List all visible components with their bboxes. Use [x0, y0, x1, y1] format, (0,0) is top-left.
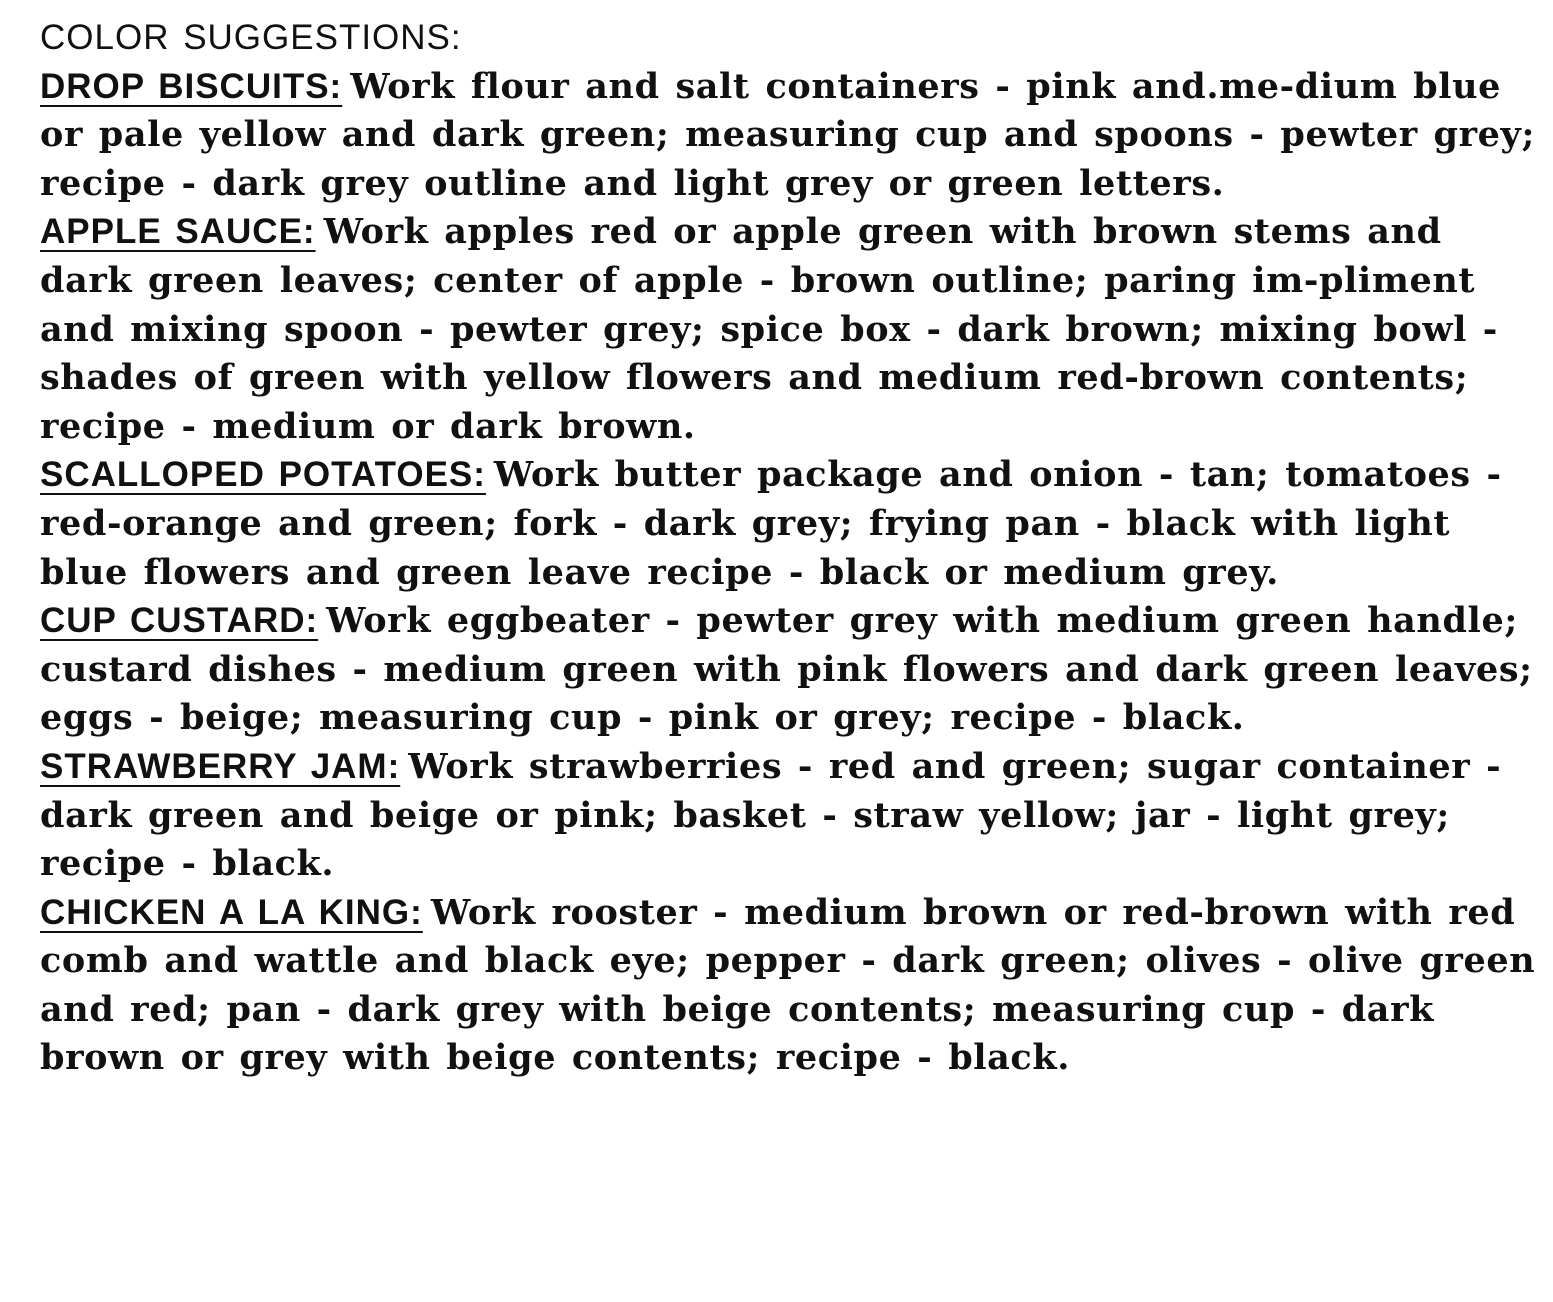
entry-text: Work eggbeater - pewter grey with medium green handle; custard dishes - medium green with pink flowers and dark green leaves; eggs - beige; measuring cup - pink or grey; recipe - black.	[40, 600, 1533, 739]
entry-strawberry-jam	[40, 743, 1540, 889]
entry-title: CHICKEN A LA KING:	[40, 892, 423, 932]
entry-text: Work flour and salt containers - pink and.me-dium blue or pale yellow and dark green; measuring cup and spoons - pewter grey; recipe - dark grey outline and light grey or green letters.	[40, 65, 1535, 204]
entry-text: Work rooster - medium brown or red-brown with red comb and wattle and black eye; pepper - dark green; olives - olive green and red; pan - dark grey with beige contents; measuring cup - dark brown or grey with beige contents; recipe - black.	[40, 891, 1536, 1079]
entry-title: APPLE SAUCE:	[40, 212, 316, 252]
entry-text: Work strawberries - red and green; sugar container - dark green and beige or pink; basket - straw yellow; jar - light grey; recipe - black.	[40, 745, 1502, 885]
entry-cup-custard	[40, 597, 1540, 743]
entry-chicken-a-la-king	[40, 889, 1540, 1083]
entry-scalloped-potatoes	[40, 451, 1540, 597]
entry-text: Work apples red or apple green with brown stems and dark green leaves; center of apple - brown outline; paring im-pliment and mixing spoon - pewter grey; spice box - dark brown; mixing bowl - shades of green with yellow flowers and medium red-brown contents; recipe - medium or dark brown.	[40, 211, 1498, 447]
entry-apple-sauce	[40, 208, 1540, 451]
entry-title: STRAWBERRY JAM:	[40, 746, 401, 786]
entry-title: DROP BISCUITS:	[40, 66, 343, 106]
color-suggestions-document	[40, 14, 1540, 1083]
entry-text: Work butter package and onion - tan; tomatoes - red-orange and green; fork - dark grey; frying pan - black with light blue flowers and green leave recipe - black or medium grey.	[40, 454, 1502, 593]
entry-title: CUP CUSTARD:	[40, 601, 319, 641]
entry-drop-biscuits	[40, 63, 1540, 209]
entry-title: SCALLOPED POTATOES:	[40, 455, 486, 495]
page-heading: COLOR SUGGESTIONS:	[40, 18, 462, 57]
